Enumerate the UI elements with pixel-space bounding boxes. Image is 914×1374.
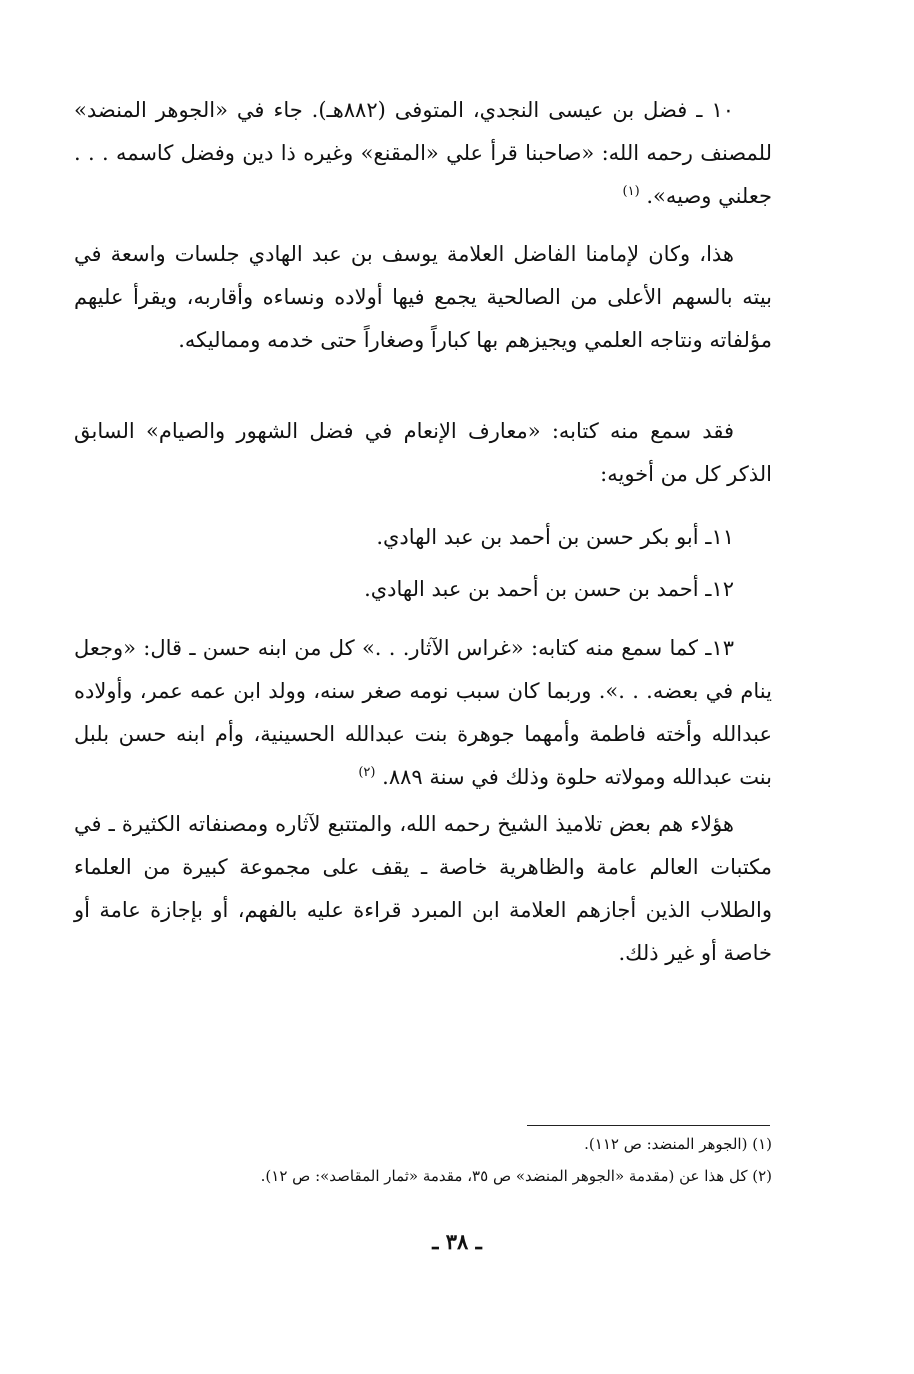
paragraph-book-audition [74, 410, 772, 496]
paragraph-students-summary [74, 803, 772, 975]
paragraph-entry-10 [74, 89, 772, 218]
footnote-reference-2: (٢) [358, 765, 376, 780]
paragraph-text: هذا، وكان لإمامنا الفاضل العلامة يوسف بن عبد الهادي جلسات واسعة في بيته بالسهم الأعلى من الصالحية يجمع فيها أولاده ونساءه وأقاربه، ويقرأ عليهم مؤلفاته ونتاجه العلمي ويجيزهم بها كباراً وصغاراً حتى خدمه ومماليكه. [74, 242, 772, 352]
paragraph-text: ١٠ ـ فضل بن عيسى النجدي، المتوفى (٨٨٢هـ). جاء في «الجوهر المنضد» للمصنف رحمه الله: «صاحبنا قرأ علي «المقنع» وغيره ذا دين وفضل كاسمه . . . جعلني وصيه». [74, 98, 772, 208]
page-number: ـ ٣٨ ـ [432, 1229, 482, 1254]
paragraph-text: هؤلاء هم بعض تلاميذ الشيخ رحمه الله، والمتتبع لآثاره ومصنفاته الكثيرة ـ في مكتبات العالم عامة والظاهرية خاصة ـ يقف على مجموعة كبيرة من العلماء والطلاب الذين أجازهم العلامة ابن المبرد قراءة عليه بالفهم، أو بإجازة عامة أو خاصة أو غير ذلك. [74, 812, 772, 965]
paragraph-text: ١٣ـ كما سمع منه كتابه: «غراس الآثار. . .» كل من ابنه حسن ـ قال: «وجعل ينام في بعضه. . .». وربما كان سبب نومه صغر سنه، وولد ابن عمه عمر، وأولاده عبدالله وأخته فاطمة وأمهما جوهرة بنت عبدالله الحسينية، وأم ابنه حسن بلبل بنت عبدالله ومولاته حلوة وذلك في سنة ٨٨٩. [74, 636, 772, 789]
paragraph-entry-12 [74, 568, 772, 611]
footnote-2: (٢) كل هذا عن (مقدمة «الجوهر المنضد» ص ٣٥، مقدمة «ثمار المقاصد»: ص ١٢). [260, 1167, 772, 1185]
paragraph-text: ١١ـ أبو بكر حسن بن أحمد بن عبد الهادي. [376, 525, 734, 549]
footnotes [74, 1128, 772, 1192]
paragraph-text: فقد سمع منه كتابه: «معارف الإنعام في فضل الشهور والصيام» السابق الذكر كل من أخويه: [74, 419, 772, 486]
paragraph-entry-13 [74, 627, 772, 799]
footnote-reference-1: (١) [622, 184, 640, 199]
paragraph-entry-11 [74, 515, 772, 559]
paragraph-study-sessions [74, 233, 772, 362]
footnote-divider [527, 1125, 770, 1126]
paragraph-text: ١٢ـ أحمد بن حسن بن أحمد بن عبد الهادي. [364, 577, 734, 601]
footnote-1: (١) (الجوهر المنضد: ص ١١٢). [584, 1135, 772, 1153]
